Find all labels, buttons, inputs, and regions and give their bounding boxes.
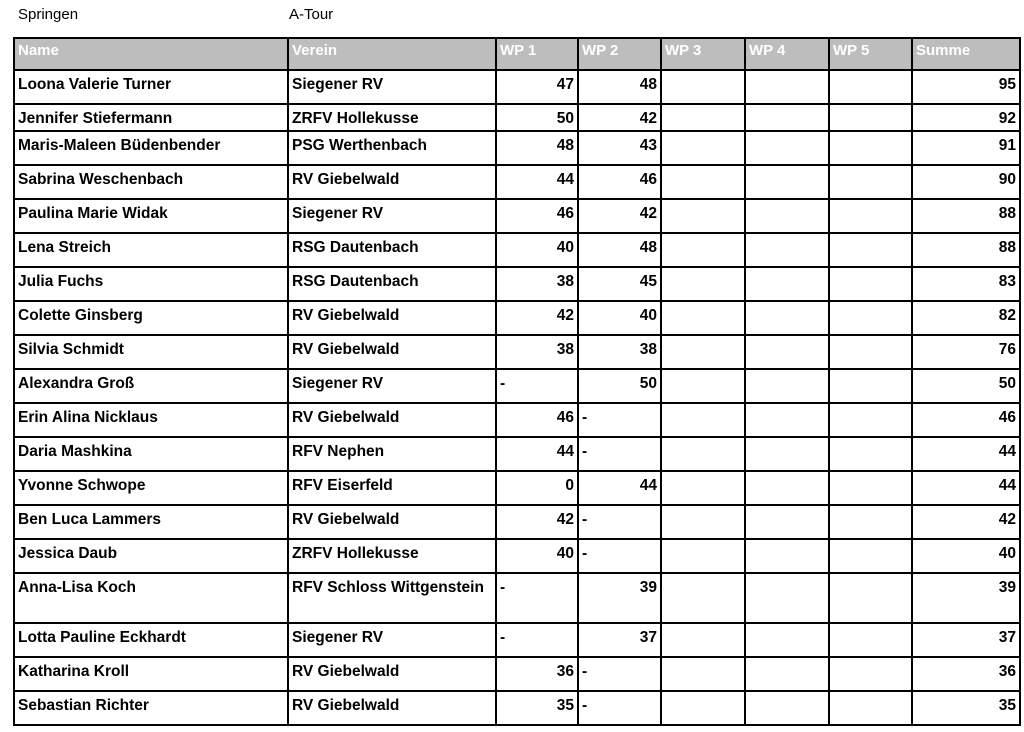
cell-wp3 — [661, 403, 745, 437]
cell-wp2: - — [578, 403, 661, 437]
cell-summe: 88 — [912, 233, 1020, 267]
cell-verein: RV Giebelwald — [288, 691, 496, 725]
cell-wp4 — [745, 233, 829, 267]
table-row — [14, 623, 1020, 657]
table-row — [14, 403, 1020, 437]
table-row — [14, 199, 1020, 233]
column-header-name: Name — [14, 38, 288, 70]
cell-wp5 — [829, 623, 912, 657]
cell-wp3 — [661, 335, 745, 369]
table-row — [14, 70, 1020, 104]
cell-name: Yvonne Schwope — [14, 471, 288, 505]
cell-wp3 — [661, 437, 745, 471]
cell-wp4 — [745, 165, 829, 199]
cell-wp2: 44 — [578, 471, 661, 505]
cell-summe: 42 — [912, 505, 1020, 539]
cell-summe: 44 — [912, 471, 1020, 505]
cell-summe: 91 — [912, 131, 1020, 165]
cell-wp5 — [829, 104, 912, 131]
cell-wp1: 46 — [496, 199, 578, 233]
cell-wp1: 35 — [496, 691, 578, 725]
cell-wp5 — [829, 691, 912, 725]
column-header-summe: Summe — [912, 38, 1020, 70]
cell-name: Maris-Maleen Büdenbender — [14, 131, 288, 165]
cell-verein: RV Giebelwald — [288, 657, 496, 691]
cell-wp3 — [661, 233, 745, 267]
table-row — [14, 437, 1020, 471]
table-row — [14, 657, 1020, 691]
cell-wp1: 38 — [496, 267, 578, 301]
cell-verein: RV Giebelwald — [288, 505, 496, 539]
cell-wp3 — [661, 199, 745, 233]
table-row — [14, 165, 1020, 199]
cell-wp2: 46 — [578, 165, 661, 199]
cell-wp2: 40 — [578, 301, 661, 335]
cell-name: Silvia Schmidt — [14, 335, 288, 369]
cell-wp4 — [745, 335, 829, 369]
cell-wp1: - — [496, 369, 578, 403]
cell-wp1: 0 — [496, 471, 578, 505]
table-row — [14, 301, 1020, 335]
cell-summe: 39 — [912, 573, 1020, 623]
cell-wp5 — [829, 369, 912, 403]
cell-summe: 95 — [912, 70, 1020, 104]
cell-wp4 — [745, 104, 829, 131]
cell-summe: 35 — [912, 691, 1020, 725]
cell-wp5 — [829, 199, 912, 233]
cell-wp2: 39 — [578, 573, 661, 623]
cell-wp3 — [661, 70, 745, 104]
cell-wp1: 48 — [496, 131, 578, 165]
cell-wp1: 44 — [496, 165, 578, 199]
table-row — [14, 505, 1020, 539]
cell-verein: Siegener RV — [288, 70, 496, 104]
cell-summe: 92 — [912, 104, 1020, 131]
cell-wp5 — [829, 267, 912, 301]
cell-verein: RV Giebelwald — [288, 301, 496, 335]
cell-name: Ben Luca Lammers — [14, 505, 288, 539]
cell-name: Julia Fuchs — [14, 267, 288, 301]
cell-wp4 — [745, 267, 829, 301]
cell-wp5 — [829, 437, 912, 471]
column-header-wp5: WP 5 — [829, 38, 912, 70]
cell-wp4 — [745, 199, 829, 233]
cell-wp3 — [661, 623, 745, 657]
cell-wp5 — [829, 301, 912, 335]
table-row — [14, 267, 1020, 301]
cell-summe: 50 — [912, 369, 1020, 403]
cell-wp4 — [745, 505, 829, 539]
cell-summe: 90 — [912, 165, 1020, 199]
cell-wp1: 42 — [496, 505, 578, 539]
cell-wp2: - — [578, 691, 661, 725]
cell-verein: RSG Dautenbach — [288, 233, 496, 267]
cell-name: Anna-Lisa Koch — [14, 573, 288, 623]
cell-verein: RV Giebelwald — [288, 165, 496, 199]
table-row — [14, 369, 1020, 403]
cell-wp1: 44 — [496, 437, 578, 471]
table-row — [14, 104, 1020, 131]
cell-verein: RV Giebelwald — [288, 335, 496, 369]
cell-wp4 — [745, 369, 829, 403]
cell-wp1: 47 — [496, 70, 578, 104]
cell-verein: PSG Werthenbach — [288, 131, 496, 165]
cell-name: Jessica Daub — [14, 539, 288, 573]
cell-wp3 — [661, 691, 745, 725]
cell-wp5 — [829, 573, 912, 623]
cell-wp1: 40 — [496, 233, 578, 267]
cell-wp4 — [745, 301, 829, 335]
column-header-wp3: WP 3 — [661, 38, 745, 70]
cell-wp5 — [829, 131, 912, 165]
tour-label: A-Tour — [289, 6, 334, 23]
table-row — [14, 471, 1020, 505]
discipline-label: Springen — [18, 6, 79, 23]
cell-summe: 40 — [912, 539, 1020, 573]
cell-verein: Siegener RV — [288, 369, 496, 403]
table-row — [14, 233, 1020, 267]
cell-wp4 — [745, 691, 829, 725]
cell-verein: Siegener RV — [288, 623, 496, 657]
cell-wp4 — [745, 657, 829, 691]
cell-wp1: 50 — [496, 104, 578, 131]
cell-summe: 83 — [912, 267, 1020, 301]
cell-wp5 — [829, 505, 912, 539]
cell-wp5 — [829, 70, 912, 104]
cell-summe: 82 — [912, 301, 1020, 335]
cell-wp5 — [829, 335, 912, 369]
cell-wp4 — [745, 573, 829, 623]
cell-wp3 — [661, 539, 745, 573]
cell-wp3 — [661, 104, 745, 131]
cell-name: Daria Mashkina — [14, 437, 288, 471]
cell-name: Alexandra Groß — [14, 369, 288, 403]
cell-wp5 — [829, 233, 912, 267]
column-header-wp4: WP 4 — [745, 38, 829, 70]
cell-verein: Siegener RV — [288, 199, 496, 233]
cell-name: Jennifer Stiefermann — [14, 104, 288, 131]
cell-name: Sebastian Richter — [14, 691, 288, 725]
cell-wp2: 43 — [578, 131, 661, 165]
cell-wp2: 50 — [578, 369, 661, 403]
cell-wp5 — [829, 471, 912, 505]
cell-wp5 — [829, 539, 912, 573]
cell-wp2: 45 — [578, 267, 661, 301]
cell-verein: RV Giebelwald — [288, 403, 496, 437]
cell-summe: 44 — [912, 437, 1020, 471]
cell-wp2: - — [578, 505, 661, 539]
cell-verein: RFV Schloss Wittgenstein — [288, 573, 496, 623]
cell-wp4 — [745, 471, 829, 505]
cell-name: Erin Alina Nicklaus — [14, 403, 288, 437]
cell-wp3 — [661, 301, 745, 335]
cell-name: Colette Ginsberg — [14, 301, 288, 335]
cell-wp4 — [745, 403, 829, 437]
column-header-verein: Verein — [288, 38, 496, 70]
cell-name: Lotta Pauline Eckhardt — [14, 623, 288, 657]
cell-wp1: 40 — [496, 539, 578, 573]
cell-wp3 — [661, 505, 745, 539]
table-row — [14, 573, 1020, 623]
table-row — [14, 539, 1020, 573]
cell-verein: RFV Nephen — [288, 437, 496, 471]
cell-wp1: 38 — [496, 335, 578, 369]
cell-wp1: 46 — [496, 403, 578, 437]
table-row — [14, 335, 1020, 369]
cell-wp2: 48 — [578, 233, 661, 267]
cell-wp4 — [745, 437, 829, 471]
cell-summe: 76 — [912, 335, 1020, 369]
cell-wp1: - — [496, 573, 578, 623]
cell-wp2: 37 — [578, 623, 661, 657]
cell-verein: ZRFV Hollekusse — [288, 104, 496, 131]
cell-wp1: 42 — [496, 301, 578, 335]
cell-wp2: - — [578, 657, 661, 691]
cell-wp3 — [661, 657, 745, 691]
cell-wp1: 36 — [496, 657, 578, 691]
column-header-wp2: WP 2 — [578, 38, 661, 70]
cell-name: Loona Valerie Turner — [14, 70, 288, 104]
cell-verein: RSG Dautenbach — [288, 267, 496, 301]
table-row — [14, 691, 1020, 725]
cell-wp5 — [829, 657, 912, 691]
cell-name: Sabrina Weschenbach — [14, 165, 288, 199]
cell-wp4 — [745, 70, 829, 104]
cell-wp3 — [661, 369, 745, 403]
cell-wp5 — [829, 403, 912, 437]
cell-name: Lena Streich — [14, 233, 288, 267]
column-header-wp1: WP 1 — [496, 38, 578, 70]
cell-wp5 — [829, 165, 912, 199]
cell-wp2: 48 — [578, 70, 661, 104]
cell-name: Katharina Kroll — [14, 657, 288, 691]
cell-wp2: 42 — [578, 199, 661, 233]
cell-name: Paulina Marie Widak — [14, 199, 288, 233]
cell-verein: ZRFV Hollekusse — [288, 539, 496, 573]
cell-wp3 — [661, 267, 745, 301]
cell-wp4 — [745, 623, 829, 657]
table-row — [14, 131, 1020, 165]
cell-verein: RFV Eiserfeld — [288, 471, 496, 505]
cell-summe: 46 — [912, 403, 1020, 437]
cell-wp3 — [661, 131, 745, 165]
cell-wp4 — [745, 131, 829, 165]
results-table — [13, 37, 1021, 726]
cell-wp4 — [745, 539, 829, 573]
cell-wp3 — [661, 165, 745, 199]
cell-wp3 — [661, 471, 745, 505]
cell-wp2: 38 — [578, 335, 661, 369]
cell-wp1: - — [496, 623, 578, 657]
cell-wp2: - — [578, 437, 661, 471]
cell-wp3 — [661, 573, 745, 623]
cell-summe: 36 — [912, 657, 1020, 691]
table-header-row — [14, 38, 1020, 70]
cell-wp2: - — [578, 539, 661, 573]
cell-wp2: 42 — [578, 104, 661, 131]
cell-summe: 37 — [912, 623, 1020, 657]
cell-summe: 88 — [912, 199, 1020, 233]
